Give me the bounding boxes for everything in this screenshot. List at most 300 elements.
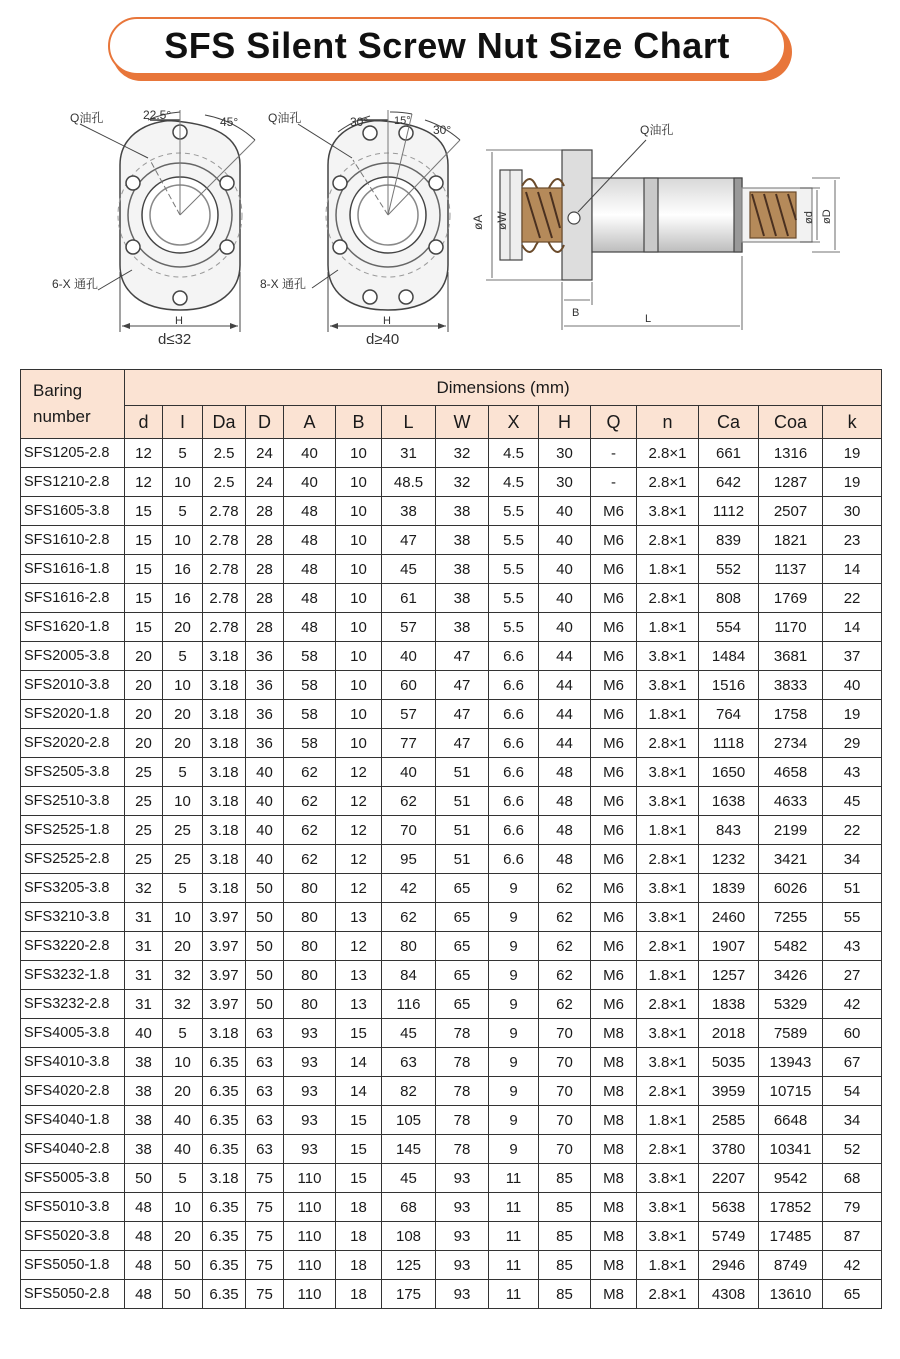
table-cell: 51	[436, 787, 489, 816]
table-cell: M6	[591, 990, 637, 1019]
table-cell: 843	[699, 816, 759, 845]
table-cell: 48	[539, 787, 591, 816]
table-cell: 3.18	[203, 787, 246, 816]
table-cell: 25	[125, 758, 163, 787]
table-cell: 38	[125, 1106, 163, 1135]
table-cell: 3.8×1	[637, 642, 699, 671]
table-cell: 1.8×1	[637, 961, 699, 990]
table-cell: 40	[246, 845, 284, 874]
table-cell: 36	[246, 700, 284, 729]
table-cell: 10	[163, 526, 203, 555]
table-cell: M8	[591, 1193, 637, 1222]
table-cell: M6	[591, 874, 637, 903]
table-cell: 7255	[759, 903, 823, 932]
table-cell: 6.35	[203, 1135, 246, 1164]
table-cell: 3.18	[203, 758, 246, 787]
table-cell: 4.5	[489, 439, 539, 468]
table-cell: 6.6	[489, 671, 539, 700]
table-cell: 87	[823, 1222, 882, 1251]
table-cell: 3833	[759, 671, 823, 700]
table-cell: 51	[823, 874, 882, 903]
table-cell: 5035	[699, 1048, 759, 1077]
table-cell: 10	[336, 642, 382, 671]
table-cell: 63	[246, 1019, 284, 1048]
table-cell: 93	[284, 1077, 336, 1106]
part-number-cell: SFS2525-1.8	[21, 816, 125, 845]
table-cell: 63	[246, 1106, 284, 1135]
table-cell: 63	[246, 1135, 284, 1164]
table-cell: 62	[539, 961, 591, 990]
table-cell: 78	[436, 1135, 489, 1164]
table-cell: 10	[336, 671, 382, 700]
column-header: L	[382, 406, 436, 439]
table-cell: 65	[436, 961, 489, 990]
table-cell: 38	[125, 1048, 163, 1077]
table-cell: 44	[539, 642, 591, 671]
table-cell: 40	[163, 1135, 203, 1164]
table-cell: 1821	[759, 526, 823, 555]
table-cell: 93	[284, 1135, 336, 1164]
table-cell: 2.78	[203, 526, 246, 555]
table-row	[21, 1077, 882, 1106]
side-b-label: B	[572, 307, 580, 319]
table-cell: 62	[539, 903, 591, 932]
table-cell: 44	[539, 729, 591, 758]
table-cell: 85	[539, 1193, 591, 1222]
table-cell: 1.8×1	[637, 613, 699, 642]
table-cell: 50	[125, 1164, 163, 1193]
column-header: n	[637, 406, 699, 439]
table-row	[21, 990, 882, 1019]
table-cell: 75	[246, 1251, 284, 1280]
table-cell: 28	[246, 526, 284, 555]
table-row	[21, 729, 882, 758]
table-cell: 31	[382, 439, 436, 468]
table-cell: 48.5	[382, 468, 436, 497]
table-cell: 7589	[759, 1019, 823, 1048]
table-cell: 43	[823, 758, 882, 787]
table-cell: 48	[125, 1251, 163, 1280]
table-cell: 48	[125, 1280, 163, 1309]
mid-h-label: H	[383, 315, 391, 327]
table-cell: 3780	[699, 1135, 759, 1164]
table-cell: 6.35	[203, 1222, 246, 1251]
table-cell: 20	[163, 613, 203, 642]
table-cell: 2.8×1	[637, 932, 699, 961]
table-cell: 2460	[699, 903, 759, 932]
table-cell: 5.5	[489, 584, 539, 613]
table-cell: 1232	[699, 845, 759, 874]
column-header: D	[246, 406, 284, 439]
table-cell: M6	[591, 555, 637, 584]
table-row	[21, 845, 882, 874]
table-row	[21, 1106, 882, 1135]
table-cell: 3.8×1	[637, 874, 699, 903]
table-cell: 2.8×1	[637, 526, 699, 555]
table-cell: 9542	[759, 1164, 823, 1193]
table-cell: 58	[284, 700, 336, 729]
table-cell: 50	[246, 932, 284, 961]
table-row	[21, 874, 882, 903]
table-cell: 12	[336, 932, 382, 961]
table-cell: 3.18	[203, 874, 246, 903]
table-cell: 6.35	[203, 1048, 246, 1077]
table-cell: 19	[823, 439, 882, 468]
table-row	[21, 671, 882, 700]
table-cell: 25	[125, 845, 163, 874]
column-header: Q	[591, 406, 637, 439]
table-cell: 13943	[759, 1048, 823, 1077]
table-cell: 4658	[759, 758, 823, 787]
table-cell: 11	[489, 1280, 539, 1309]
table-row	[21, 961, 882, 990]
table-cell: 48	[539, 758, 591, 787]
table-cell: 8749	[759, 1251, 823, 1280]
table-cell: 32	[163, 990, 203, 1019]
table-cell: 23	[823, 526, 882, 555]
mid-angle-2: 15°	[394, 115, 411, 127]
part-number-cell: SFS3210-3.8	[21, 903, 125, 932]
table-cell: 60	[823, 1019, 882, 1048]
table-cell: 10	[163, 1048, 203, 1077]
table-cell: M6	[591, 671, 637, 700]
table-cell: 70	[539, 1106, 591, 1135]
table-cell: 20	[163, 1222, 203, 1251]
part-number-cell: SFS1210-2.8	[21, 468, 125, 497]
table-cell: 15	[336, 1164, 382, 1193]
table-cell: M8	[591, 1135, 637, 1164]
table-row	[21, 1135, 882, 1164]
table-cell: 6.6	[489, 729, 539, 758]
table-cell: 65	[436, 990, 489, 1019]
part-number-cell: SFS1205-2.8	[21, 439, 125, 468]
table-cell: 5.5	[489, 613, 539, 642]
table-cell: 65	[823, 1280, 882, 1309]
table-cell: 1516	[699, 671, 759, 700]
table-cell: 18	[336, 1222, 382, 1251]
column-header: Ca	[699, 406, 759, 439]
table-cell: 45	[382, 1164, 436, 1193]
table-cell: 40	[163, 1106, 203, 1135]
table-cell: 51	[436, 816, 489, 845]
table-cell: 20	[125, 671, 163, 700]
table-cell: M8	[591, 1106, 637, 1135]
table-cell: 661	[699, 439, 759, 468]
table-cell: 1170	[759, 613, 823, 642]
table-cell: 2.8×1	[637, 990, 699, 1019]
table-cell: 55	[823, 903, 882, 932]
table-cell: 110	[284, 1164, 336, 1193]
table-cell: 44	[539, 671, 591, 700]
table-cell: 14	[336, 1048, 382, 1077]
table-cell: 1112	[699, 497, 759, 526]
table-cell: 175	[382, 1280, 436, 1309]
table-cell: 10715	[759, 1077, 823, 1106]
table-cell: 2018	[699, 1019, 759, 1048]
table-cell: 15	[125, 584, 163, 613]
table-row	[21, 787, 882, 816]
table-cell: 70	[539, 1048, 591, 1077]
table-cell: 80	[284, 961, 336, 990]
table-cell: 62	[539, 874, 591, 903]
table-cell: 38	[436, 526, 489, 555]
table-cell: 20	[163, 700, 203, 729]
table-cell: 43	[823, 932, 882, 961]
table-cell: 65	[436, 903, 489, 932]
table-cell: 40	[382, 642, 436, 671]
table-cell: 1.8×1	[637, 1251, 699, 1280]
left-h-label: H	[175, 315, 183, 327]
table-cell: 1.8×1	[637, 555, 699, 584]
table-cell: 3.8×1	[637, 903, 699, 932]
table-cell: 50	[246, 961, 284, 990]
table-cell: 2.8×1	[637, 1135, 699, 1164]
table-cell: 3959	[699, 1077, 759, 1106]
table-cell: 9	[489, 1019, 539, 1048]
table-cell: 44	[539, 700, 591, 729]
table-cell: M6	[591, 700, 637, 729]
table-cell: 48	[284, 584, 336, 613]
table-cell: 17485	[759, 1222, 823, 1251]
column-header: I	[163, 406, 203, 439]
table-cell: 20	[163, 1077, 203, 1106]
table-cell: -	[591, 439, 637, 468]
table-cell: 1137	[759, 555, 823, 584]
part-number-cell: SFS4010-3.8	[21, 1048, 125, 1077]
left-angle-1: 22.5°	[143, 108, 172, 122]
table-cell: 51	[436, 845, 489, 874]
table-cell: 4633	[759, 787, 823, 816]
table-cell: 2.8×1	[637, 1077, 699, 1106]
column-header: H	[539, 406, 591, 439]
table-cell: 3.8×1	[637, 787, 699, 816]
table-cell: M6	[591, 845, 637, 874]
table-cell: 9	[489, 961, 539, 990]
table-cell: 10	[336, 584, 382, 613]
table-cell: 12	[336, 787, 382, 816]
table-cell: M6	[591, 932, 637, 961]
table-cell: 11	[489, 1164, 539, 1193]
table-cell: M8	[591, 1222, 637, 1251]
table-cell: 20	[163, 932, 203, 961]
table-cell: 28	[246, 584, 284, 613]
table-cell: 32	[436, 468, 489, 497]
table-cell: 10	[336, 555, 382, 584]
table-cell: 1838	[699, 990, 759, 1019]
table-cell: 30	[539, 468, 591, 497]
table-cell: M6	[591, 613, 637, 642]
table-cell: 45	[382, 1019, 436, 1048]
table-row	[21, 584, 882, 613]
table-cell: M8	[591, 1280, 637, 1309]
table-cell: 6.35	[203, 1280, 246, 1309]
table-cell: 9	[489, 874, 539, 903]
table-cell: 48	[539, 845, 591, 874]
table-cell: 1650	[699, 758, 759, 787]
table-cell: M8	[591, 1019, 637, 1048]
table-cell: 5749	[699, 1222, 759, 1251]
table-cell: 10	[336, 526, 382, 555]
table-cell: 62	[382, 787, 436, 816]
table-cell: 3.18	[203, 816, 246, 845]
table-cell: 80	[284, 990, 336, 1019]
table-cell: 80	[284, 874, 336, 903]
table-cell: 11	[489, 1251, 539, 1280]
table-cell: -	[591, 468, 637, 497]
table-cell: 50	[246, 990, 284, 1019]
table-cell: 10	[336, 729, 382, 758]
table-row	[21, 1048, 882, 1077]
column-header: B	[336, 406, 382, 439]
table-cell: 16	[163, 555, 203, 584]
table-cell: 32	[125, 874, 163, 903]
table-cell: 110	[284, 1222, 336, 1251]
table-row	[21, 1222, 882, 1251]
table-cell: 839	[699, 526, 759, 555]
table-cell: 16	[163, 584, 203, 613]
table-cell: 808	[699, 584, 759, 613]
table-cell: 2.8×1	[637, 439, 699, 468]
page-title: SFS Silent Screw Nut Size Chart	[164, 25, 730, 66]
table-cell: 62	[539, 932, 591, 961]
part-number-cell: SFS2005-3.8	[21, 642, 125, 671]
table-cell: 79	[823, 1193, 882, 1222]
table-cell: M8	[591, 1164, 637, 1193]
table-cell: 5638	[699, 1193, 759, 1222]
table-cell: 75	[246, 1193, 284, 1222]
table-cell: 13	[336, 903, 382, 932]
part-number-cell: SFS4005-3.8	[21, 1019, 125, 1048]
table-cell: 15	[336, 1106, 382, 1135]
table-cell: 9	[489, 990, 539, 1019]
table-cell: 10	[163, 1193, 203, 1222]
table-cell: 6026	[759, 874, 823, 903]
table-cell: M6	[591, 903, 637, 932]
column-header: A	[284, 406, 336, 439]
part-number-cell: SFS2020-1.8	[21, 700, 125, 729]
table-cell: 9	[489, 1048, 539, 1077]
table-cell: 20	[125, 700, 163, 729]
table-cell: 65	[436, 932, 489, 961]
table-cell: 2.78	[203, 555, 246, 584]
table-cell: 93	[284, 1019, 336, 1048]
dimensions-header: Dimensions (mm)	[125, 370, 882, 406]
part-number-cell: SFS1605-3.8	[21, 497, 125, 526]
table-row	[21, 903, 882, 932]
table-cell: 3.18	[203, 1164, 246, 1193]
column-header: Coa	[759, 406, 823, 439]
table-cell: 3.97	[203, 990, 246, 1019]
table-cell: 27	[823, 961, 882, 990]
table-cell: 60	[382, 671, 436, 700]
left-holes-label: 6-X 通孔	[52, 277, 99, 291]
table-cell: 31	[125, 990, 163, 1019]
table-cell: 52	[823, 1135, 882, 1164]
table-cell: 15	[125, 526, 163, 555]
table-cell: 30	[823, 497, 882, 526]
table-cell: 40	[539, 555, 591, 584]
table-cell: 12	[336, 874, 382, 903]
table-cell: 63	[382, 1048, 436, 1077]
table-cell: 5	[163, 1019, 203, 1048]
table-cell: 1257	[699, 961, 759, 990]
table-cell: 10	[163, 903, 203, 932]
table-cell: 3.18	[203, 671, 246, 700]
table-cell: 10	[336, 700, 382, 729]
table-cell: 3.8×1	[637, 1193, 699, 1222]
table-cell: 19	[823, 468, 882, 497]
table-cell: 58	[284, 671, 336, 700]
table-cell: 10	[336, 613, 382, 642]
table-cell: 48	[539, 816, 591, 845]
table-cell: 61	[382, 584, 436, 613]
table-cell: 764	[699, 700, 759, 729]
table-cell: M8	[591, 1048, 637, 1077]
table-cell: 38	[125, 1135, 163, 1164]
table-cell: 3421	[759, 845, 823, 874]
table-cell: 48	[284, 613, 336, 642]
part-number-cell: SFS3220-2.8	[21, 932, 125, 961]
part-number-cell: SFS1610-2.8	[21, 526, 125, 555]
table-cell: 50	[163, 1280, 203, 1309]
table-cell: 93	[284, 1106, 336, 1135]
table-cell: 1.8×1	[637, 700, 699, 729]
table-cell: 48	[125, 1193, 163, 1222]
table-cell: 2.5	[203, 468, 246, 497]
table-cell: 28	[246, 497, 284, 526]
table-cell: 75	[246, 1164, 284, 1193]
table-cell: 30	[539, 439, 591, 468]
part-number-cell: SFS1620-1.8	[21, 613, 125, 642]
table-cell: 2507	[759, 497, 823, 526]
left-angle-2: 45°	[220, 115, 239, 129]
table-cell: 3.18	[203, 1019, 246, 1048]
table-cell: 48	[284, 526, 336, 555]
table-cell: 10	[163, 671, 203, 700]
table-cell: 11	[489, 1193, 539, 1222]
table-row	[21, 613, 882, 642]
table-cell: 36	[246, 729, 284, 758]
table-cell: 3.18	[203, 729, 246, 758]
table-cell: 40	[539, 584, 591, 613]
table-cell: 31	[125, 932, 163, 961]
mid-holes-label: 8-X 通孔	[260, 277, 307, 291]
table-cell: 3426	[759, 961, 823, 990]
table-cell: 1907	[699, 932, 759, 961]
table-cell: 62	[284, 787, 336, 816]
size-chart-table	[20, 369, 882, 1309]
table-cell: 62	[382, 903, 436, 932]
table-cell: 48	[284, 497, 336, 526]
column-header: k	[823, 406, 882, 439]
table-row	[21, 700, 882, 729]
table-row	[21, 468, 882, 497]
table-cell: M8	[591, 1251, 637, 1280]
table-cell: 12	[336, 758, 382, 787]
table-cell: M6	[591, 497, 637, 526]
table-cell: 50	[246, 874, 284, 903]
table-cell: 5	[163, 758, 203, 787]
table-cell: 32	[163, 961, 203, 990]
side-w-label: øW	[495, 211, 509, 230]
table-cell: 3.18	[203, 845, 246, 874]
table-row	[21, 642, 882, 671]
table-cell: 1638	[699, 787, 759, 816]
table-cell: 58	[284, 729, 336, 758]
table-cell: 12	[125, 439, 163, 468]
table-cell: M6	[591, 961, 637, 990]
table-cell: 9	[489, 903, 539, 932]
